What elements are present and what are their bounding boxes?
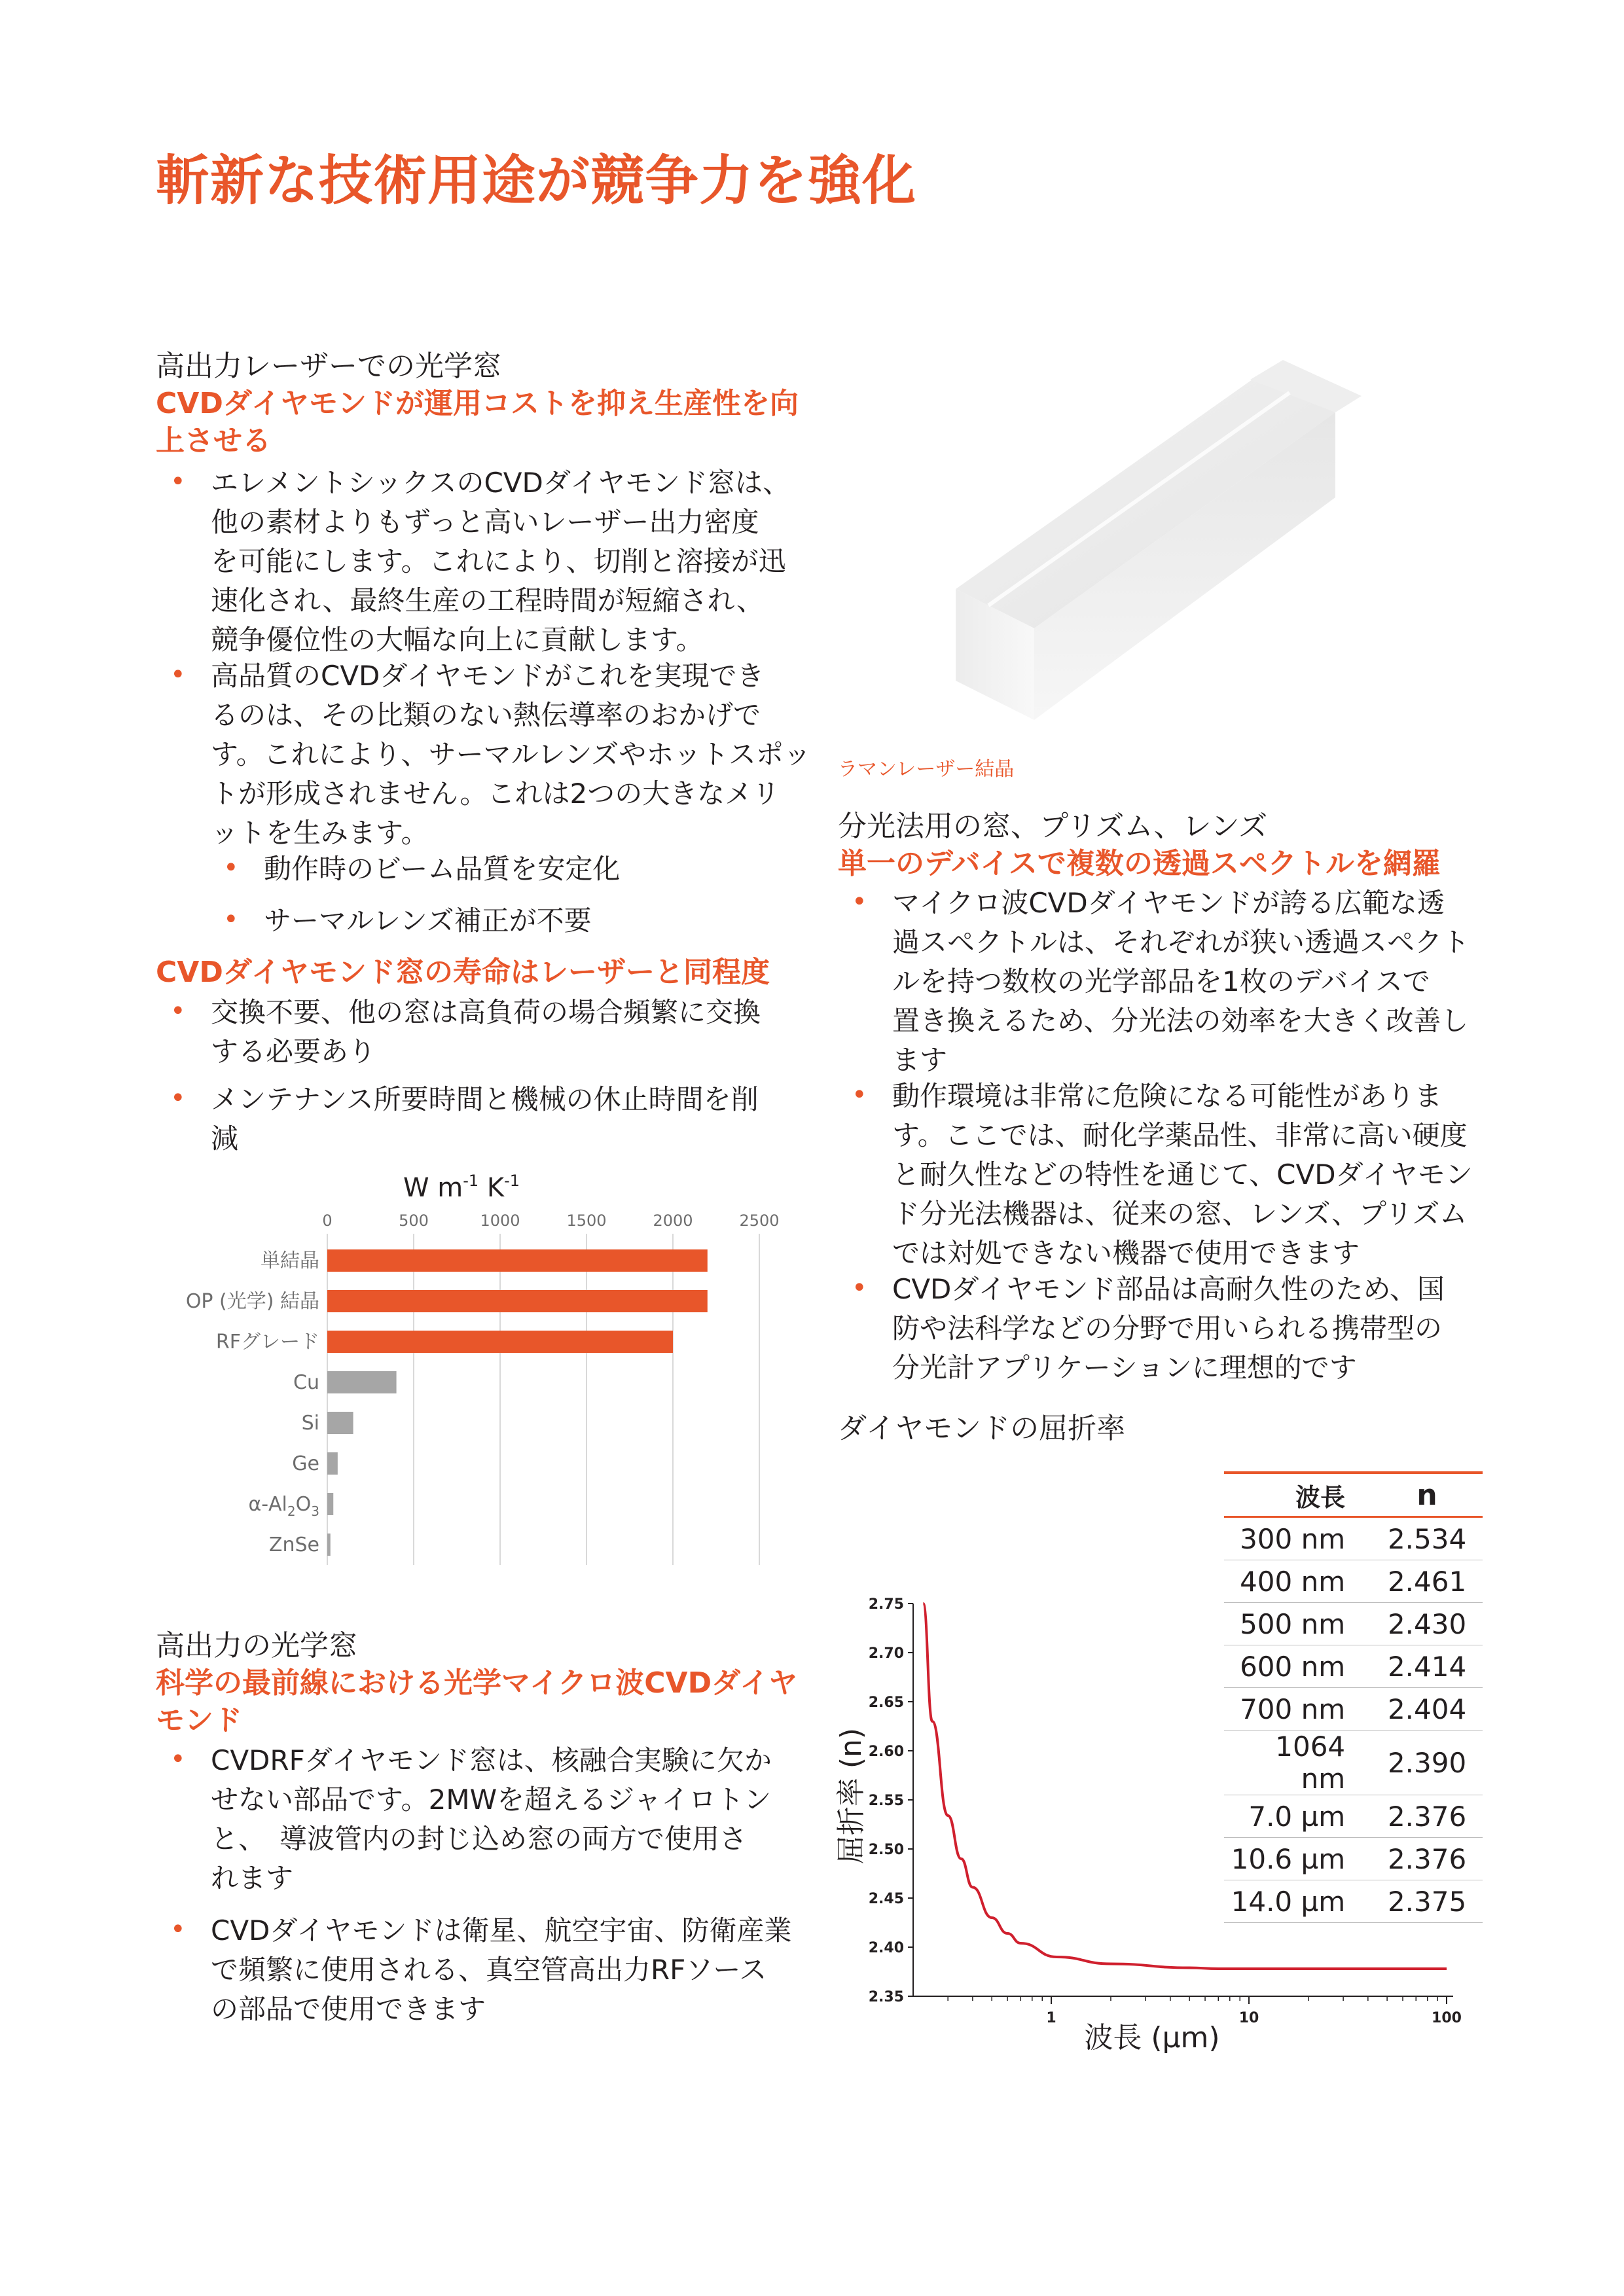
table-cell-wavelength: 500 nm	[1224, 1603, 1371, 1645]
section-heading-spectroscopy: 分光法用の窓、プリズム、レンズ	[838, 810, 1268, 843]
section-subheading-science-line2: モンド	[156, 1704, 242, 1737]
bullet-hazardous-environment	[852, 1077, 1473, 1273]
bar-chart-bar	[327, 1249, 708, 1272]
bar-chart-category-label: RFグレード	[215, 1331, 319, 1354]
line-chart-ytick-label: 2.40	[868, 1940, 904, 1956]
bullet-dot: •	[170, 467, 186, 497]
section-subheading-spectroscopy: 単一のデバイスで複数の透過スペクトルを網羅	[838, 847, 1441, 880]
line-chart-ylabel: 屈折率 (n)	[835, 1727, 868, 1865]
text-line: で頻繁に使用される、真空管高出力RFソース	[211, 1954, 767, 1986]
line-chart-ytick-label: 2.50	[868, 1842, 904, 1858]
page-title: 斬新な技術用途が競争力を強化	[156, 150, 917, 212]
bullet-dot: •	[852, 1080, 867, 1110]
table-cell-wavelength: 600 nm	[1224, 1645, 1371, 1688]
text-line: と耐久性などの特性を通じて、CVDダイヤモン	[892, 1158, 1473, 1191]
table-cell-n: 2.390	[1371, 1731, 1483, 1795]
bar-chart-bar	[327, 1371, 397, 1393]
text-line: 速化され、最終生産の工程時間が短縮され、	[211, 584, 765, 617]
bullet-thermal-conductivity	[170, 656, 811, 853]
line-chart-ytick-label: 2.65	[868, 1695, 904, 1711]
bullet-laser-power	[170, 463, 791, 660]
bullet-dot: •	[170, 1083, 186, 1113]
image-caption: ラマンレーザー結晶	[838, 758, 1015, 781]
text-line: と、 導波管内の封じ込め窓の両方で使用さ	[211, 1823, 748, 1855]
text-line: ます	[892, 1044, 948, 1076]
text-line: 防や法科学などの分野で用いられる携帯型の	[892, 1312, 1443, 1344]
table-cell-n: 2.430	[1371, 1603, 1483, 1645]
bar-chart-category-label: 単結晶	[261, 1249, 319, 1272]
text-line: 動作環境は非常に危険になる可能性がありま	[892, 1080, 1443, 1112]
text-line: す。これにより、サーマルレンズやホットスポッ	[211, 738, 811, 770]
line-chart-xlabel: 波長 (µm)	[1084, 2021, 1220, 2054]
text-line: メンテナンス所要時間と機械の休止時間を削	[211, 1083, 759, 1115]
line-chart-ytick-label: 2.75	[868, 1596, 904, 1613]
bar-chart-category-label: Ge	[292, 1452, 319, 1475]
bullet-aerospace	[170, 1911, 792, 2029]
bullet-maintenance	[170, 1080, 759, 1158]
bullet-dot: •	[223, 853, 239, 883]
table-cell-n: 2.414	[1371, 1645, 1483, 1688]
bar-chart-category-label: Si	[301, 1412, 319, 1435]
table-cell-n: 2.404	[1371, 1688, 1483, 1731]
table-cell-wavelength: 10.6 µm	[1224, 1838, 1371, 1880]
text-line: 減	[211, 1122, 239, 1155]
table-cell-n: 2.375	[1371, 1880, 1483, 1923]
table-row	[1224, 1560, 1483, 1603]
bullet-fusion	[170, 1741, 772, 1898]
table-header-row	[1224, 1474, 1483, 1517]
bullet-dot: •	[170, 660, 186, 690]
text-line: エレメントシックスのCVDダイヤモンド窓は、	[211, 467, 791, 499]
text-line: 動作時のビーム品質を安定化	[264, 853, 621, 885]
section-heading-high-power: 高出力の光学窓	[156, 1629, 357, 1662]
text-line: CVDダイヤモンドは衛星、航空宇宙、防衛産業	[211, 1914, 792, 1946]
text-line: す。ここでは、耐化学薬品性、非常に高い硬度	[892, 1119, 1468, 1151]
bullet-dot: •	[170, 1914, 186, 1945]
bullet-dot: •	[223, 905, 239, 935]
table-cell-n: 2.461	[1371, 1560, 1483, 1603]
text-line: 他の素材よりもずっと高いレーザー出力密度	[211, 506, 759, 538]
bar-chart-tick-label: 1000	[480, 1211, 520, 1230]
table-cell-wavelength: 14.0 µm	[1224, 1880, 1371, 1923]
line-chart-ytick-label: 2.70	[868, 1645, 904, 1662]
text-line: トが形成されません。これは2つの大きなメリ	[211, 778, 780, 810]
bar-chart-category-label: ZnSe	[268, 1534, 319, 1556]
table-header-n: n	[1371, 1474, 1483, 1517]
bar-chart-title: W $m^{-1}$ $K^{-1}$	[403, 1172, 520, 1203]
table-row	[1224, 1838, 1483, 1880]
bullet-dot: •	[852, 1273, 867, 1303]
bar-chart-category-label: $\alpha-Al_2O_3$	[248, 1493, 319, 1519]
text-line: るのは、その比類のない熱伝導率のおかげで	[211, 699, 761, 731]
line-chart-xtick-label: 10	[1238, 2010, 1259, 2026]
text-line: 高品質のCVDダイヤモンドがこれを実現でき	[211, 660, 765, 692]
section-subheading-laser-line2: 上させる	[156, 424, 271, 457]
text-line: ド分光法機器は、従来の窓、レンズ、プリズム	[892, 1198, 1468, 1230]
text-line: 交換不要、他の窓は高負荷の場合頻繁に交換	[211, 996, 761, 1028]
bar-chart-tick-label: 2500	[739, 1211, 780, 1230]
table-cell-n: 2.376	[1371, 1795, 1483, 1838]
section-subheading-science-line1: 科学の最前線における光学マイクロ波CVDダイヤ	[156, 1666, 798, 1700]
raman-laser-crystal-image	[943, 353, 1388, 746]
bar-chart-bar	[327, 1331, 673, 1353]
bar-chart-category-label: OP (光学) 結晶	[185, 1290, 319, 1313]
table-row	[1224, 1688, 1483, 1731]
text-line: を可能にします。これにより、切削と溶接が迅	[211, 545, 786, 577]
text-line: 置き換えるため、分光法の効率を大きく改善し	[892, 1005, 1469, 1037]
text-line: ルを持つ数枚の光学部品を1枚のデバイスで	[892, 965, 1430, 997]
text-line: 競争優位性の大幅な向上に貢献します。	[211, 624, 704, 656]
table-cell-wavelength: 400 nm	[1224, 1560, 1371, 1603]
line-chart-xtick-label: 100	[1432, 2010, 1462, 2026]
bar-chart-tick-label: 0	[322, 1211, 333, 1230]
text-line: サーマルレンズ補正が不要	[264, 905, 592, 937]
sub-bullet-thermal-lens	[223, 901, 592, 941]
bullet-dot: •	[852, 887, 867, 917]
line-chart-ytick-label: 2.55	[868, 1793, 904, 1809]
bar-chart-tick-label: 1500	[566, 1211, 607, 1230]
table-row	[1224, 1731, 1483, 1795]
bar-chart-bar	[327, 1412, 353, 1434]
bar-chart-bar	[327, 1290, 708, 1312]
text-line: CVDダイヤモンド部品は高耐久性のため、国	[892, 1273, 1445, 1305]
bar-chart-bar	[327, 1534, 331, 1556]
text-line: する必要あり	[211, 1035, 376, 1067]
table-cell-wavelength: 300 nm	[1224, 1517, 1371, 1560]
text-line: 分光計アプリケーションに理想的です	[892, 1352, 1357, 1384]
table-cell-n: 2.534	[1371, 1517, 1483, 1560]
table-row	[1224, 1517, 1483, 1560]
bullet-no-replacement	[170, 993, 761, 1071]
bar-chart-category-label: Cu	[293, 1371, 319, 1394]
thermal-conductivity-bar-chart	[151, 1165, 805, 1597]
bar-chart-tick-label: 500	[399, 1211, 429, 1230]
bullet-dot: •	[170, 1744, 186, 1774]
line-chart-ytick-label: 2.45	[868, 1891, 904, 1907]
bar-chart-bar	[327, 1452, 338, 1475]
text-line: CVDRFダイヤモンド窓は、核融合実験に欠か	[211, 1744, 772, 1776]
table-cell-wavelength: 700 nm	[1224, 1688, 1371, 1731]
table-header-wavelength: 波長	[1224, 1474, 1371, 1517]
bullet-transmission-spectrum	[852, 884, 1470, 1080]
section-subheading-lifetime: CVDダイヤモンド窓の寿命はレーザーと同程度	[156, 956, 770, 989]
line-chart-ytick-label: 2.35	[868, 1989, 904, 2005]
text-line: では対処できない機器で使用できます	[892, 1237, 1360, 1269]
section-subheading-laser-line1: CVDダイヤモンドが運用コストを抑え生産性を向	[156, 387, 799, 420]
table-row	[1224, 1603, 1483, 1645]
table-row	[1224, 1795, 1483, 1838]
table-cell-wavelength: 1064 nm	[1224, 1731, 1371, 1795]
bar-chart-bar	[327, 1493, 333, 1515]
text-line: れます	[211, 1862, 294, 1894]
section-heading-laser-windows: 高出力レーザーでの光学窓	[156, 350, 501, 383]
text-line: マイクロ波CVDダイヤモンドが誇る広範な透	[892, 887, 1445, 919]
text-line: 過スペクトルは、それぞれが狭い透過スペクト	[892, 926, 1470, 958]
line-chart-ytick-label: 2.60	[868, 1744, 904, 1760]
text-line: ットを生みます。	[211, 817, 429, 849]
table-row	[1224, 1645, 1483, 1688]
bullet-portable-spectrometer	[852, 1270, 1445, 1388]
bar-chart-tick-label: 2000	[653, 1211, 693, 1230]
table-row	[1224, 1880, 1483, 1923]
sub-bullet-beam-quality	[223, 850, 621, 889]
table-cell-n: 2.376	[1371, 1838, 1483, 1880]
refractive-index-heading: ダイヤモンドの屈折率	[838, 1412, 1126, 1445]
text-line: の部品で使用できます	[211, 1993, 486, 2025]
bullet-dot: •	[170, 996, 186, 1026]
text-line: せない部品です。2MWを超えるジャイロトン	[211, 1784, 772, 1816]
refractive-index-table	[1224, 1471, 1483, 1923]
line-chart-xtick-label: 1	[1046, 2010, 1056, 2026]
table-cell-wavelength: 7.0 µm	[1224, 1795, 1371, 1838]
